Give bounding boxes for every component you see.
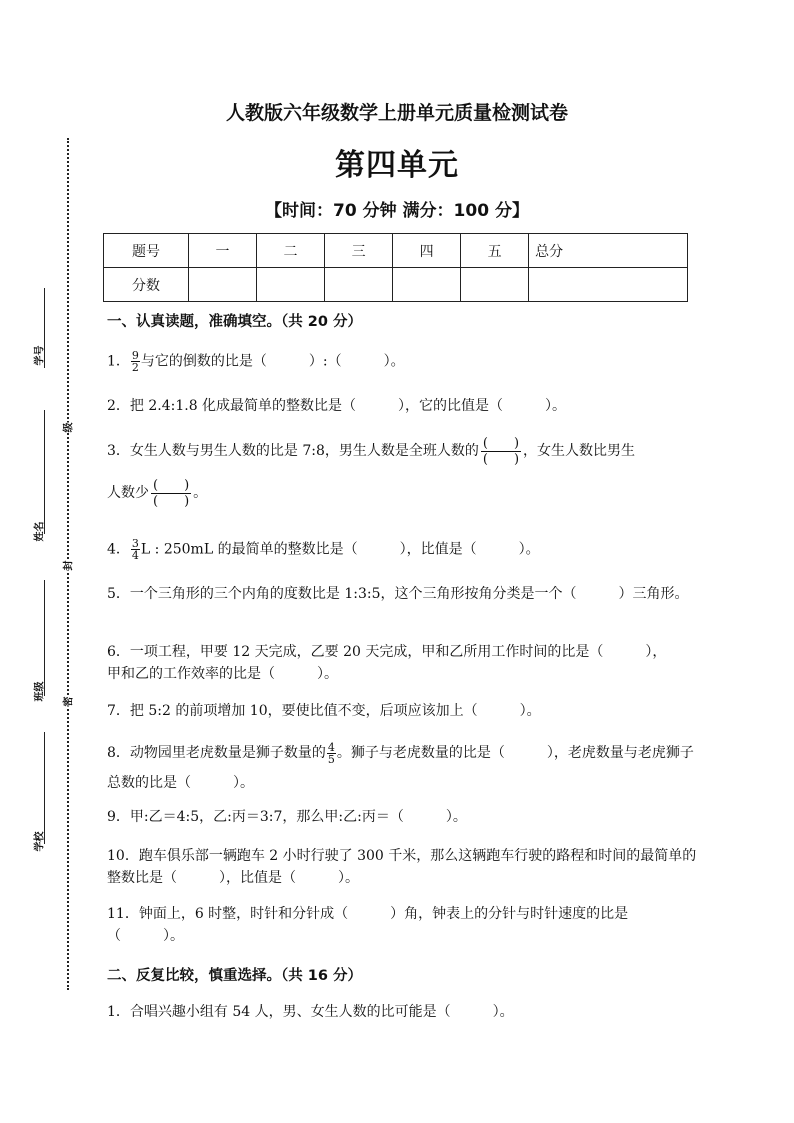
score-input-cell[interactable] (529, 268, 688, 302)
score-cell: 分数 (104, 268, 189, 302)
score-cell: 三 (325, 234, 393, 268)
binding-label-name: 姓名 (34, 521, 46, 542)
score-input-cell[interactable] (189, 268, 257, 302)
binding-line-name (44, 410, 45, 534)
score-input-cell[interactable] (257, 268, 325, 302)
question-2-1: 1．合唱兴趣小组有 54 人，男、女生人数的比可能是（ ）。 (107, 1004, 514, 1020)
binding-cut-char-3: 密 (60, 697, 75, 707)
fraction: $\frac{3}{4}$ (131, 537, 139, 562)
question-1-2: 2．把 2.4:1.8 化成最简单的整数比是（ ），它的比值是（ ）。 (107, 398, 567, 414)
question-1-10: 10．跑车俱乐部一辆跑车 2 小时行驶了 300 千米，那么这辆跑车行驶的路程和时间的最简单的整数比是（ ），比值是（ ）。 (107, 848, 697, 886)
question-1-7: 7．把 5:2 的前项增加 10，要使比值不变，后项应该加上（ ）。 (107, 703, 541, 719)
binding-line-class (44, 580, 45, 696)
score-input-cell[interactable] (325, 268, 393, 302)
binding-cut-char-2: 封 (60, 561, 75, 571)
score-cell: 二 (257, 234, 325, 268)
question-text: 与它的倒数的比是（ ）:（ ）。 (140, 353, 405, 370)
score-table (103, 233, 688, 302)
exam-title: 人教版六年级数学上册单元质量检测试卷 (225, 102, 568, 124)
unit-title: 第四单元 (335, 148, 459, 183)
answer-blank-fraction[interactable]: ( ) ( ) (153, 477, 190, 509)
binding-label-student-id: 学号 (34, 345, 46, 366)
score-cell: 题号 (104, 234, 189, 268)
score-input-cell[interactable] (461, 268, 529, 302)
score-cell: 五 (461, 234, 529, 268)
exam-meta: 【时间：70 分钟 满分：100 分】 (265, 201, 529, 221)
score-cell: 总分 (529, 234, 688, 268)
question-1-1 (107, 350, 707, 373)
question-1-5: 5．一个三角形的三个内角的度数比是 1:3:5，这个三角形按角分类是一个（ ）三角形。 (107, 586, 689, 602)
fraction: $\frac{4}{5}$ (327, 740, 335, 766)
section-1-heading: 一、认真读题，准确填空。（共 20 分） (107, 314, 363, 330)
score-cell: 四 (393, 234, 461, 268)
question-1-6: 6．一项工程，甲要 12 天完成，乙要 20 天完成，甲和乙所用工作时间的比是（ ），甲和乙的工作效率的比是（ ）。 (107, 644, 667, 682)
question-1-3: 3．女生人数与男生人数的比是 7:8，男生人数是全班人数的 ( ) ( ) ，女生人数比男生 人数少 ( ) ( ) 。 (107, 435, 636, 509)
score-cell: 一 (189, 234, 257, 268)
question-1-11: 11．钟面上，6 时整，时针和分针成（ ）角，钟表上的分针与时针速度的比是（ ）。 (107, 906, 629, 944)
binding-label-class: 班级 (34, 681, 46, 702)
question-number: 1． (107, 353, 130, 370)
answer-blank-fraction[interactable]: ( ) ( ) (482, 435, 520, 467)
binding-label-school: 学校 (34, 831, 46, 852)
question-1-8: 8．动物园里老虎数量是狮子数量的 $\frac{4}{5}$ 。狮子与老虎数量的比是（ ），老虎数量与老虎狮子总数的比是（ ）。 (107, 740, 694, 791)
score-table-score-row (104, 268, 688, 302)
question-1-9: 9．甲:乙＝4:5，乙:丙＝3:7，那么甲:乙:丙＝（ ）。 (107, 809, 467, 825)
question-1-4: 4． $\frac{3}{4}$ L : 250mL 的最简单的整数比是（ ），比值是（ ）。 (107, 537, 540, 562)
fraction: $\frac{9}{2}$ (131, 349, 139, 374)
section-2-heading: 二、反复比较，慎重选择。（共 16 分） (107, 968, 363, 984)
binding-cut-char-1: 级 (60, 423, 75, 433)
binding-line-school (44, 732, 45, 844)
score-input-cell[interactable] (393, 268, 461, 302)
score-table-header-row (104, 234, 688, 268)
